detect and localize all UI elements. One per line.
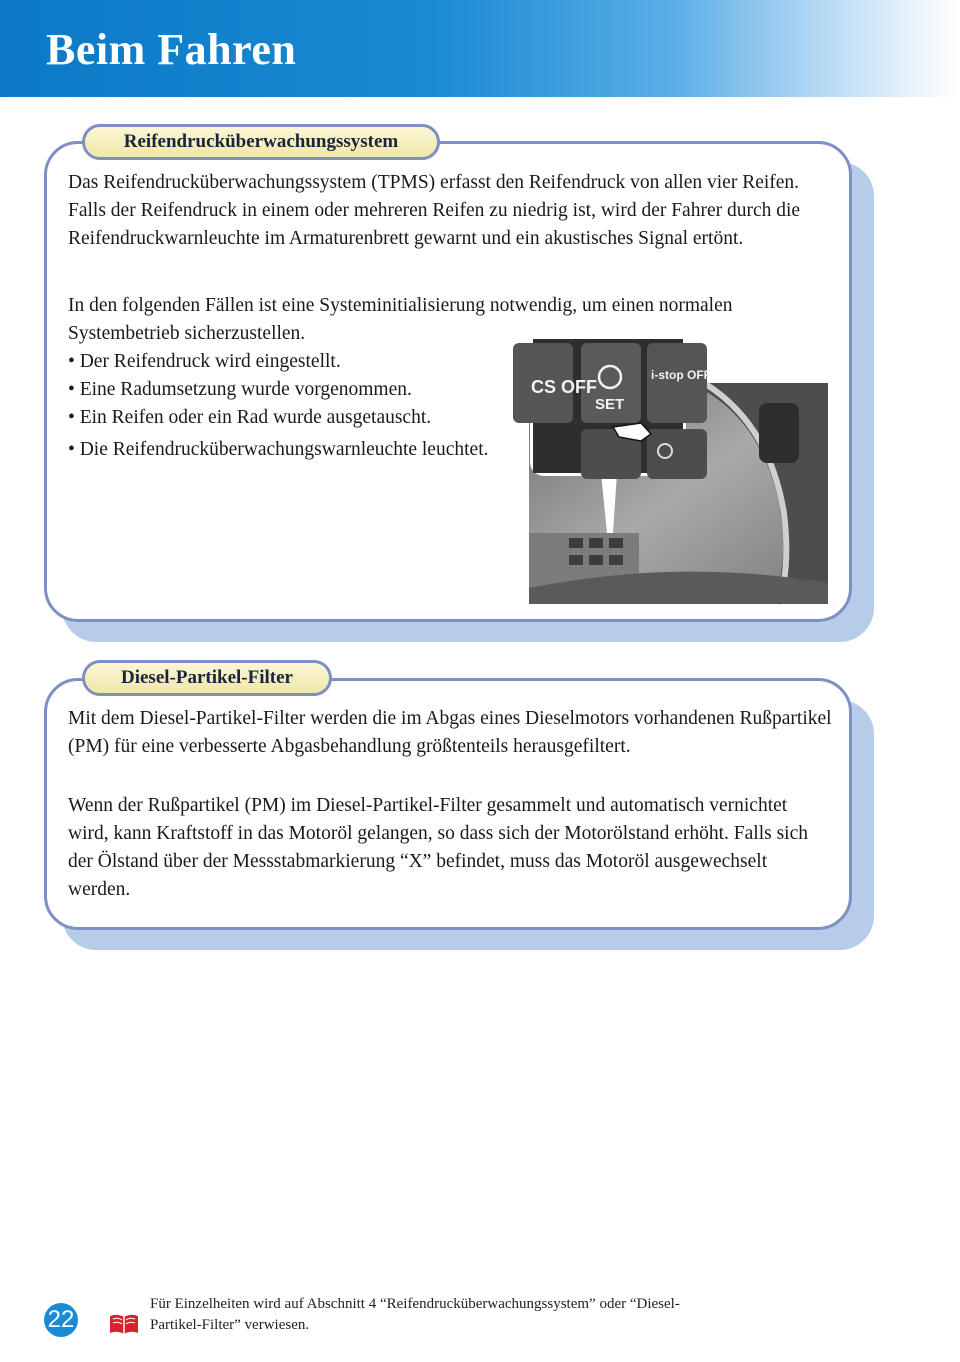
tpms-button-zoom-callout [530, 336, 711, 476]
dpf-section-tab: Diesel-Partikel-Filter [82, 660, 332, 696]
tpms-bullet-list [68, 348, 508, 464]
page-number-badge [44, 1303, 78, 1337]
list-item: • Die Reifendrucküberwachungswarnleuchte leuchtet. [68, 439, 489, 460]
list-item: • Ein Reifen oder ein Rad wurde ausgetauscht. [68, 407, 432, 428]
footer-reference-note: Für Einzelheiten wird auf Abschnitt 4 “Reifendrucküberwachungssystem” oder “Diesel-Partikel-Filter” verwiesen. [150, 1296, 680, 1333]
cs-off-label: CS OFF [531, 377, 597, 397]
book-icon [108, 1313, 140, 1335]
list-item: • Eine Radumsetzung wurde vorgenommen. [68, 379, 412, 400]
set-label: SET [595, 396, 625, 413]
dpf-oil-paragraph: Wenn der Rußpartikel (PM) im Diesel-Partikel-Filter gesammelt und automatisch vernichtet wird, kann Kraftstoff in das Motoröl gelangen, so dass sich der Motorölstand erhöht. Falls sich der Ölstand über der Messstabmarkierung “X” befindet, muss das Motoröl ausgewechselt werden. [68, 795, 808, 900]
page-number: 22 [47, 1306, 75, 1333]
page-title: Beim Fahren [46, 25, 297, 74]
tpms-switch-panel-illustration [531, 339, 711, 473]
i-stop-off-label: i-stop OFF [651, 368, 711, 382]
tpms-initialization-paragraph: In den folgenden Fällen ist eine Systeminitialisierung notwendig, um einen normalen Systembetrieb sicherzustellen. [68, 295, 733, 344]
list-item: • Der Reifendruck wird eingestellt. [68, 351, 341, 372]
page-header [0, 0, 960, 97]
dpf-intro-paragraph: Mit dem Diesel-Partikel-Filter werden die im Abgas eines Dieselmotors vorhandenen Rußpartikel (PM) für eine verbesserte Abgasbehandlung größtenteils herausgefiltert. [68, 708, 832, 757]
tpms-intro-paragraph: Das Reifendrucküberwachungssystem (TPMS) erfasst den Reifendruck von allen vier Reifen. Falls der Reifendruck in einem oder mehreren Reifen zu niedrig ist, wird der Fahrer durch die Reifendruckwarnleuchte im Armaturenbrett gewarnt und ein akustisches Signal ertönt. [68, 172, 801, 249]
tpms-section-tab: Reifendrucküberwachungssystem [82, 124, 440, 160]
